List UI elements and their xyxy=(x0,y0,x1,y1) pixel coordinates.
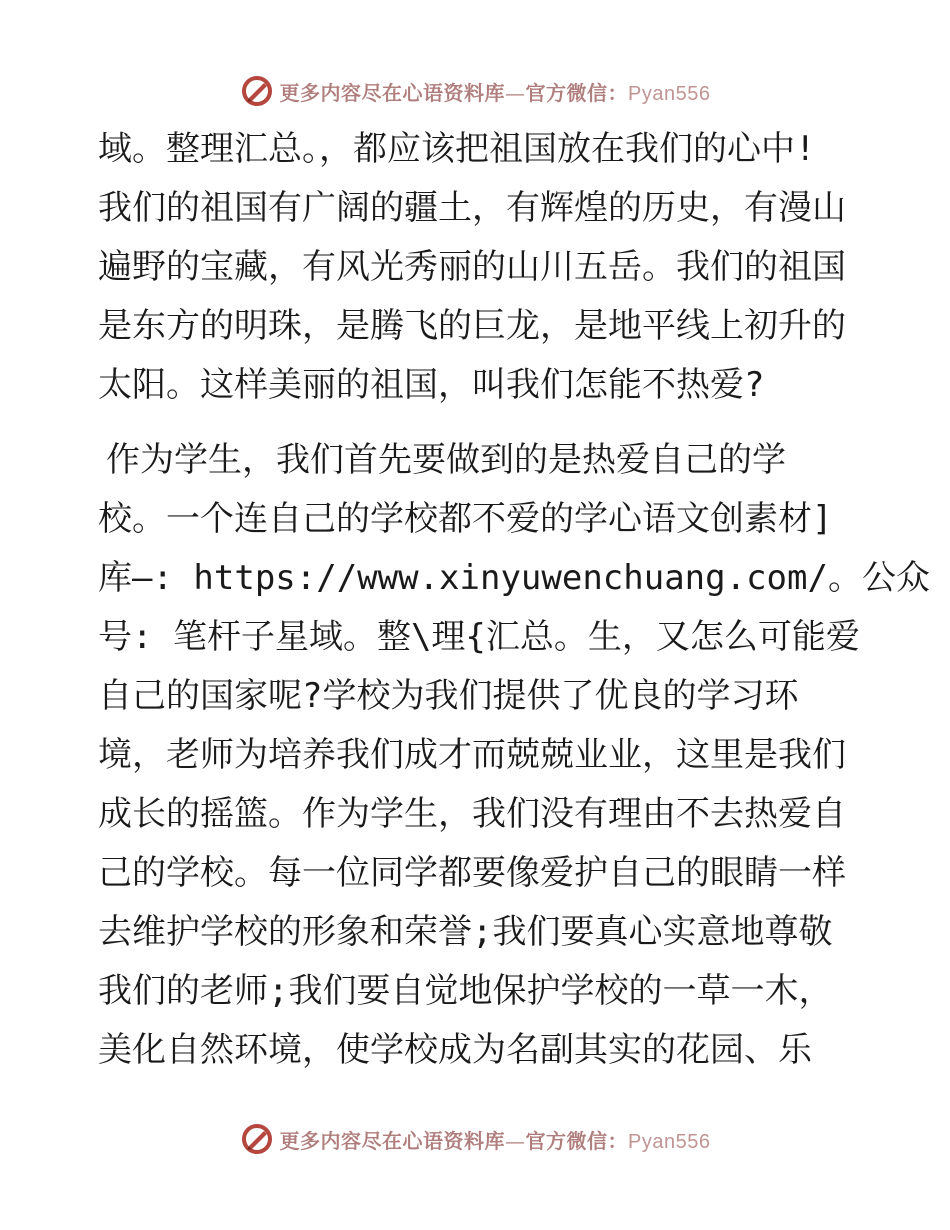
text-line: 太阳。这样美丽的祖国，叫我们怎能不热爱? xyxy=(98,365,765,405)
pen-circle-logo-icon xyxy=(240,74,274,108)
text-line: 境，老师为培养我们成才而兢兢业业，这里是我们 xyxy=(98,735,846,775)
text-line: 己的学校。每一位同学都要像爱护自己的眼睛一样 xyxy=(98,853,846,893)
text-line: 库—: https://www.xinyuwenchuang.com/。公众 xyxy=(98,558,930,598)
header-watermark xyxy=(0,71,950,111)
text-line: 我们的老师;我们要自觉地保护学校的一草一木， xyxy=(98,971,833,1011)
header-contact-id: Pyan556 xyxy=(628,82,711,105)
text-line: 去维护学校的形象和荣誉;我们要真心实意地尊敬 xyxy=(98,912,833,952)
text-line: 是东方的明珠，是腾飞的巨龙，是地平线上初升的 xyxy=(98,306,846,346)
text-line: 自己的国家呢?学校为我们提供了优良的学习环 xyxy=(98,676,799,716)
footer-separator: — xyxy=(505,1128,526,1153)
text-line: 我们的祖国有广阔的疆土，有辉煌的历史，有漫山 xyxy=(98,188,846,228)
text-line: 域。整理汇总。，都应该把祖国放在我们的心中! xyxy=(98,129,816,169)
paragraph-2 xyxy=(98,431,930,1080)
paragraph-1 xyxy=(98,120,858,415)
footer-watermark xyxy=(0,1119,950,1159)
text-line: 校。一个连自己的学校都不爱的学心语文创素材] xyxy=(98,499,833,539)
footer-contact-id: Pyan556 xyxy=(628,1130,711,1153)
footer-text: 更多内容尽在心语资料库 xyxy=(279,1128,506,1153)
text-line: 成长的摇篮。作为学生，我们没有理由不去热爱自 xyxy=(98,794,846,834)
text-line: 号: 笔杆子星域。整\理{汇总。生，又怎么可能爱 xyxy=(98,617,860,657)
text-line: 作为学生，我们首先要做到的是热爱自己的学 xyxy=(106,440,786,480)
pen-circle-logo-icon xyxy=(240,1122,274,1156)
header-contact-label: 官方微信： xyxy=(525,80,629,105)
text-line: 美化自然环境，使学校成为名副其实的花园、乐 xyxy=(98,1030,812,1070)
header-text: 更多内容尽在心语资料库 xyxy=(279,80,506,105)
header-separator: — xyxy=(505,80,526,105)
text-line: 遍野的宝藏，有风光秀丽的山川五岳。我们的祖国 xyxy=(98,247,846,287)
document-body xyxy=(98,120,930,1080)
footer-contact-label: 官方微信： xyxy=(525,1128,629,1153)
